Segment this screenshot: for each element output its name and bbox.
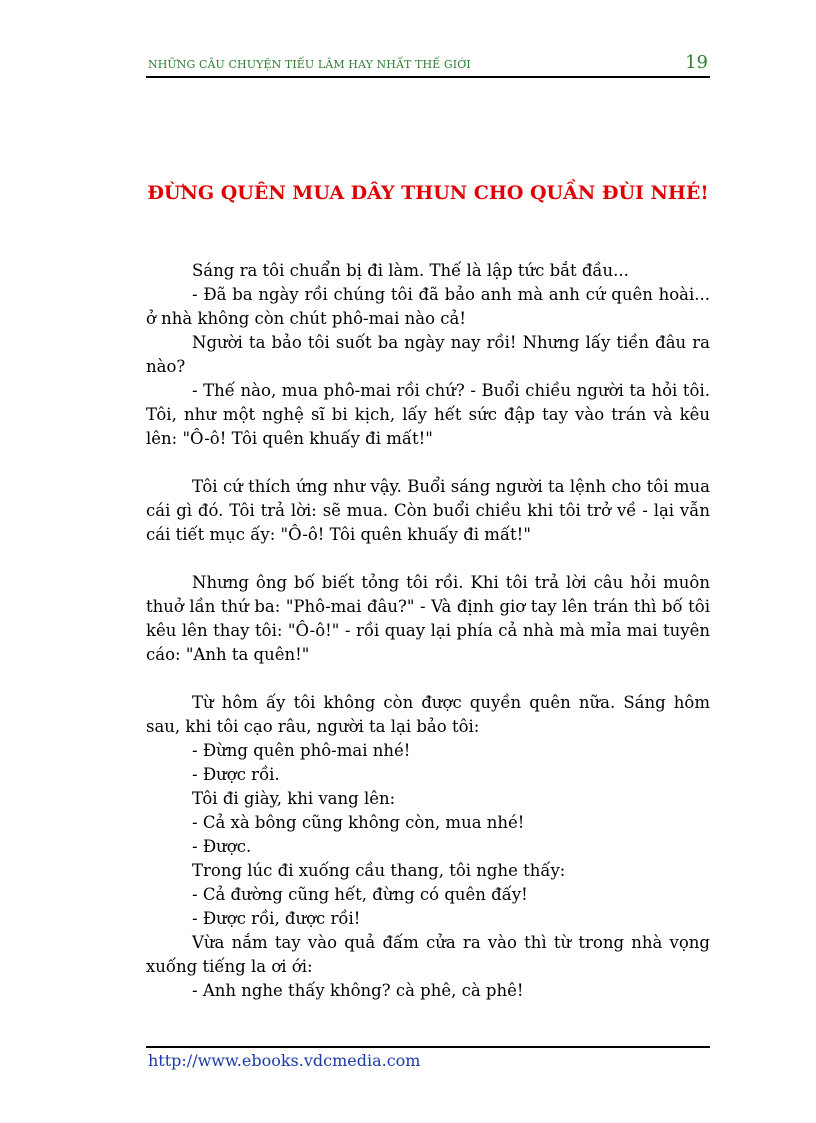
paragraph: Tôi cứ thích ứng như vậy. Buổi sáng người ta lệnh cho tôi mua cái gì đó. Tôi trả lời: sẽ mua. Còn buổi chiều khi tôi trở về - lại vẫn cái tiết mục ấy: "Ô-ô! Tôi quên khuấy đi mất!" [146,477,710,544]
story-title: ĐỪNG QUÊN MUA DÂY THUN CHO QUẦN ĐÙI NHÉ! [147,182,709,204]
paragraph: Từ hôm ấy tôi không còn được quyền quên nữa. Sáng hôm sau, khi tôi cạo râu, người ta lại bảo tôi: [146,693,710,736]
dialogue-line: - Anh nghe thấy không? cà phê, cà phê! [192,981,524,1000]
paragraph-spacer [146,547,710,571]
running-header [146,52,710,78]
dialogue-line: - Được. [192,837,252,856]
page-number: 19 [685,52,708,73]
paragraph: Trong lúc đi xuống cầu thang, tôi nghe thấy: [192,861,566,880]
dialogue-line: - Cả xà bông cũng không còn, mua nhé! [192,813,525,832]
book-title: NHỮNG CÂU CHUYỆN TIẾU LÂM HAY NHẤT THẾ GIỚI [148,58,471,71]
paragraph: - Đã ba ngày rồi chúng tôi đã bảo anh mà anh cứ quên hoài... ở nhà không còn chút phô-mai nào cả! [146,285,710,328]
paragraph: Người ta bảo tôi suốt ba ngày nay rồi! Nhưng lấy tiền đâu ra nào? [146,333,710,376]
paragraph: - Thế nào, mua phô-mai rồi chứ? - Buổi chiều người ta hỏi tôi. Tôi, như một nghệ sĩ bi kịch, lấy hết sức đập tay vào trán và kêu lên: "Ô-ô! Tôi quên khuấy đi mất!" [146,381,710,448]
story-body [146,259,710,1003]
paragraph: Tôi đi giày, khi vang lên: [192,789,396,808]
paragraph: Nhưng ông bố biết tỏng tôi rồi. Khi tôi trả lời câu hỏi muôn thuở lần thứ ba: "Phô-mai đâu?" - Và định giơ tay lên trán thì bố tôi kêu lên thay tôi: "Ô-ô!" - rồi quay lại phía cả nhà mà mỉa mai tuyên cáo: "Anh ta quên!" [146,573,710,664]
dialogue-line: - Được rồi. [192,765,280,784]
paragraph: Sáng ra tôi chuẩn bị đi làm. Thế là lập tức bắt đầu... [192,261,629,280]
dialogue-line: - Được rồi, được rồi! [192,909,361,928]
footer-link[interactable]: http://www.ebooks.vdcmedia.com [148,1051,421,1070]
paragraph-spacer [146,451,710,475]
footer-divider [146,1046,710,1048]
dialogue-line: - Đừng quên phô-mai nhé! [192,741,411,760]
paragraph-spacer [146,667,710,691]
paragraph: Vừa nắm tay vào quả đấm cửa ra vào thì từ trong nhà vọng xuống tiếng la ơi ới: [146,933,710,976]
dialogue-line: - Cả đường cũng hết, đừng có quên đấy! [192,885,528,904]
